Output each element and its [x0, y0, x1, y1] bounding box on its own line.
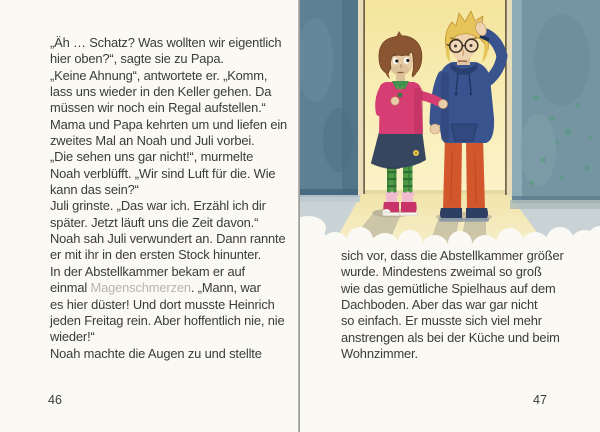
text-line: wieder!“ — [50, 329, 95, 345]
text-line: es hier düster! Und dort musste Heinrich — [50, 296, 275, 312]
text-line: wurde. Mindestens zweimal so groß — [341, 264, 542, 280]
text-line: „Die sehen uns gar nicht!“, murmelte — [50, 149, 254, 165]
text-line: Mama und Papa kehrten um und liefen ein — [50, 116, 288, 132]
text-line: anstrengen als bei der Küche und beim — [341, 329, 560, 345]
text-line: er mit ihr in den ersten Stock hinunter. — [50, 247, 262, 263]
text-line: hier oben?“, sagte sie zu Papa. — [50, 51, 224, 67]
glossary-word[interactable]: Magenschmerzen — [90, 280, 191, 296]
text-line: Wohnzimmer. — [341, 346, 418, 362]
text-line: müssen wir noch ein Regal aufstellen.“ — [50, 100, 266, 116]
text-line: zweites Mal an Noah und Juli vorbei. — [50, 133, 255, 149]
text-line: Juli grinste. „Das war ich. Erzähl ich dir — [50, 198, 266, 214]
page-spine-divider — [298, 0, 300, 432]
text-line: später. Jetzt läuft uns die Zeit davon.“ — [50, 214, 259, 230]
text-line: „Keine Ahnung“, antwortete er. „Komm, — [50, 67, 268, 83]
right-wall — [505, 0, 600, 209]
girl-skirt — [371, 130, 426, 168]
story-text-right — [341, 248, 564, 362]
story-illustration — [300, 0, 600, 250]
page-number-left: 46 — [48, 393, 62, 407]
text-line: lass uns wieder in den Keller gehen. Da — [50, 84, 272, 100]
text-line: jeden Freitag rein. Aber hoffentlich nie, nie — [50, 312, 285, 328]
text-line: „Äh … Schatz? Was wollten wir eigentlich — [50, 35, 282, 50]
text-line: kann das sein?“ — [50, 182, 139, 198]
text-line: einmal Magenschmerzen. „Mann, war — [50, 280, 261, 296]
text-line: Noah sah Juli verwundert an. Dann rannte — [50, 231, 286, 247]
text-line: so einfach. Er musste sich viel mehr — [341, 313, 542, 329]
text-line: wie das gemütliche Spielhaus auf dem — [341, 280, 556, 296]
text-line: In der Abstellkammer bekam er auf — [50, 263, 245, 279]
left-wall — [300, 0, 365, 202]
text-line: Noah verblüfft. „Wir sind Luft für die. Wie — [50, 165, 276, 181]
story-text-left — [50, 35, 287, 362]
text-line: sich vor, dass die Abstellkammer größer — [341, 248, 564, 263]
page-number-right: 47 — [533, 393, 547, 407]
text-line: Dachboden. Aber das war gar nicht — [341, 297, 538, 313]
text-line: Noah machte die Augen zu und stellte — [50, 345, 262, 361]
